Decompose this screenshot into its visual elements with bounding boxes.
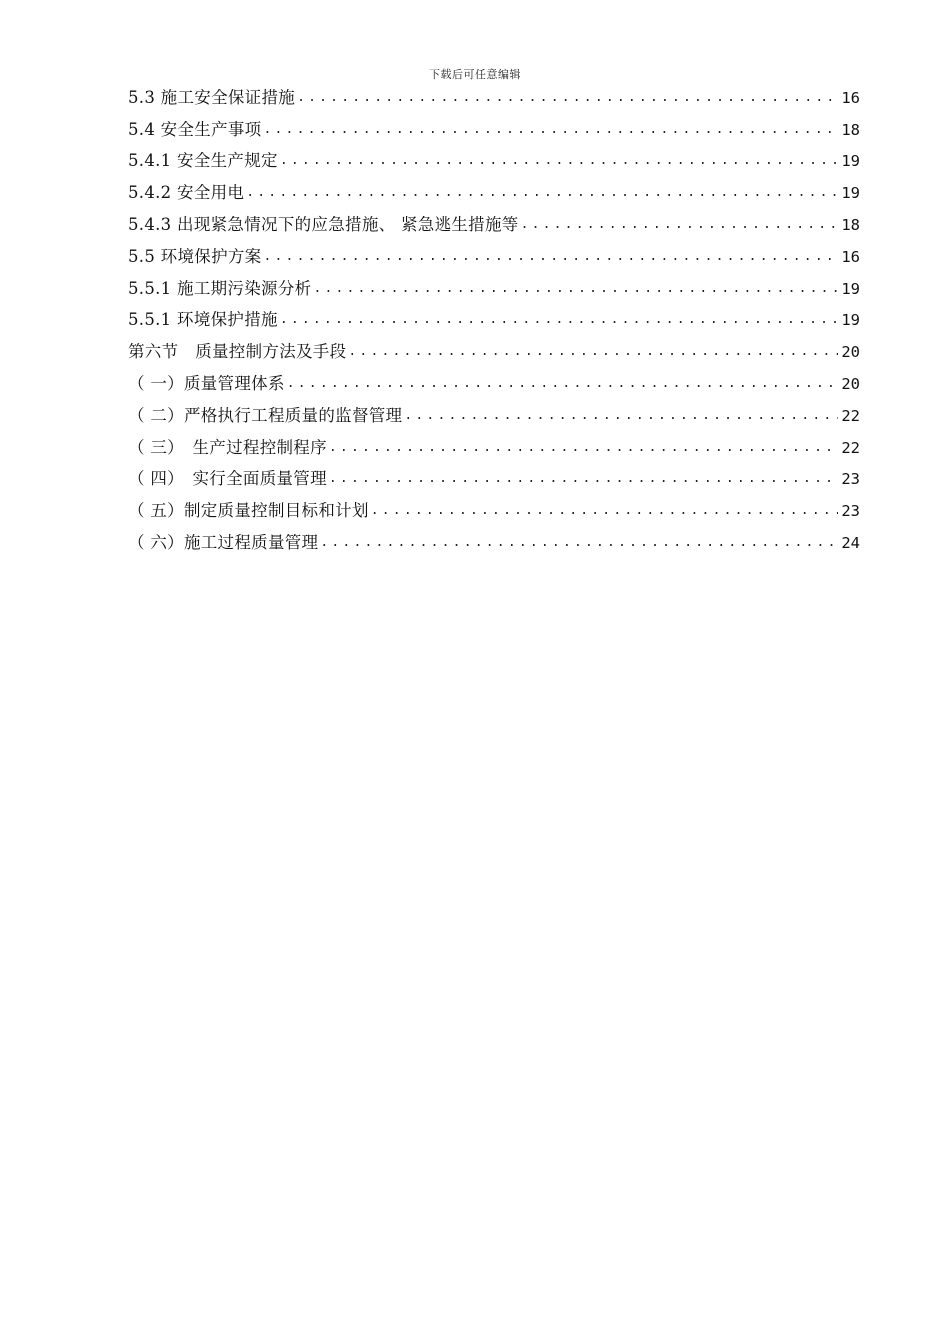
toc-dot-leader <box>313 279 838 299</box>
toc-entry-page: 18 <box>841 215 860 234</box>
toc-dot-leader <box>280 310 838 330</box>
toc-entry[interactable] <box>128 171 860 203</box>
toc-entry[interactable] <box>128 458 860 490</box>
toc-entry[interactable] <box>128 108 860 140</box>
toc-entry[interactable] <box>128 267 860 299</box>
toc-dot-leader <box>264 120 839 140</box>
toc-entry[interactable] <box>128 362 860 394</box>
toc-entry-page: 20 <box>841 374 860 393</box>
table-of-contents <box>128 76 860 553</box>
toc-entry-label: 5.4.3 出现紧急情况下的应急措施、 紧急逃生措施等 <box>128 214 519 234</box>
page-header-note: 下载后可任意编辑 <box>429 68 521 81</box>
toc-entry[interactable] <box>128 299 860 331</box>
toc-entry-page: 23 <box>841 470 860 489</box>
toc-entry[interactable] <box>128 235 860 267</box>
toc-entry[interactable] <box>128 330 860 362</box>
toc-entry[interactable] <box>128 76 860 108</box>
toc-entry-label: （ 六）施工过程质量管理 <box>128 532 319 552</box>
toc-entry-label: （ 四） 实行全面质量管理 <box>128 469 327 489</box>
toc-entry-page: 22 <box>841 438 860 457</box>
toc-entry-page: 19 <box>841 279 860 298</box>
toc-entry-label: （ 三） 生产过程控制程序 <box>128 437 327 457</box>
toc-dot-leader <box>329 469 838 489</box>
toc-entry-page: 19 <box>841 184 860 203</box>
toc-entry-label: 5.5.1 施工期污染源分析 <box>128 278 312 298</box>
toc-entry-page: 24 <box>841 533 860 552</box>
toc-entry-label: 5.5.1 环境保护措施 <box>128 310 278 330</box>
toc-entry-label: （ 一）质量管理体系 <box>128 373 285 393</box>
toc-dot-leader <box>264 247 839 267</box>
toc-dot-leader <box>404 406 838 426</box>
toc-entry-page: 18 <box>841 120 860 139</box>
toc-dot-leader <box>521 215 838 235</box>
toc-entry[interactable] <box>128 489 860 521</box>
toc-dot-leader <box>320 533 838 553</box>
toc-dot-leader <box>287 374 838 394</box>
toc-entry-label: （ 五）制定质量控制目标和计划 <box>128 501 369 521</box>
toc-entry-page: 20 <box>841 343 860 362</box>
toc-entry[interactable] <box>128 140 860 172</box>
toc-entry-page: 19 <box>841 311 860 330</box>
toc-entry-label: 5.5 环境保护方案 <box>128 246 262 266</box>
toc-entry-label: 5.4.1 安全生产规定 <box>128 151 278 171</box>
toc-entry[interactable] <box>128 426 860 458</box>
toc-entry-label: 第六节 质量控制方法及手段 <box>128 342 347 362</box>
toc-entry-page: 19 <box>841 152 860 171</box>
toc-entry[interactable] <box>128 203 860 235</box>
toc-entry-page: 23 <box>841 502 860 521</box>
toc-entry-label: （ 二）严格执行工程质量的监督管理 <box>128 405 403 425</box>
toc-dot-leader <box>246 183 838 203</box>
toc-dot-leader <box>348 342 838 362</box>
toc-entry-label: 5.4.2 安全用电 <box>128 183 245 203</box>
toc-entry-page: 16 <box>841 247 860 266</box>
toc-dot-leader <box>280 151 838 171</box>
toc-entry[interactable] <box>128 521 860 553</box>
toc-dot-leader <box>297 88 838 108</box>
toc-entry-label: 5.4 安全生产事项 <box>128 119 262 139</box>
toc-entry[interactable] <box>128 394 860 426</box>
toc-entry-page: 22 <box>841 406 860 425</box>
toc-entry-page: 16 <box>841 88 860 107</box>
toc-entry-label: 5.3 施工安全保证措施 <box>128 87 296 107</box>
toc-dot-leader <box>371 501 838 521</box>
toc-dot-leader <box>329 438 838 458</box>
